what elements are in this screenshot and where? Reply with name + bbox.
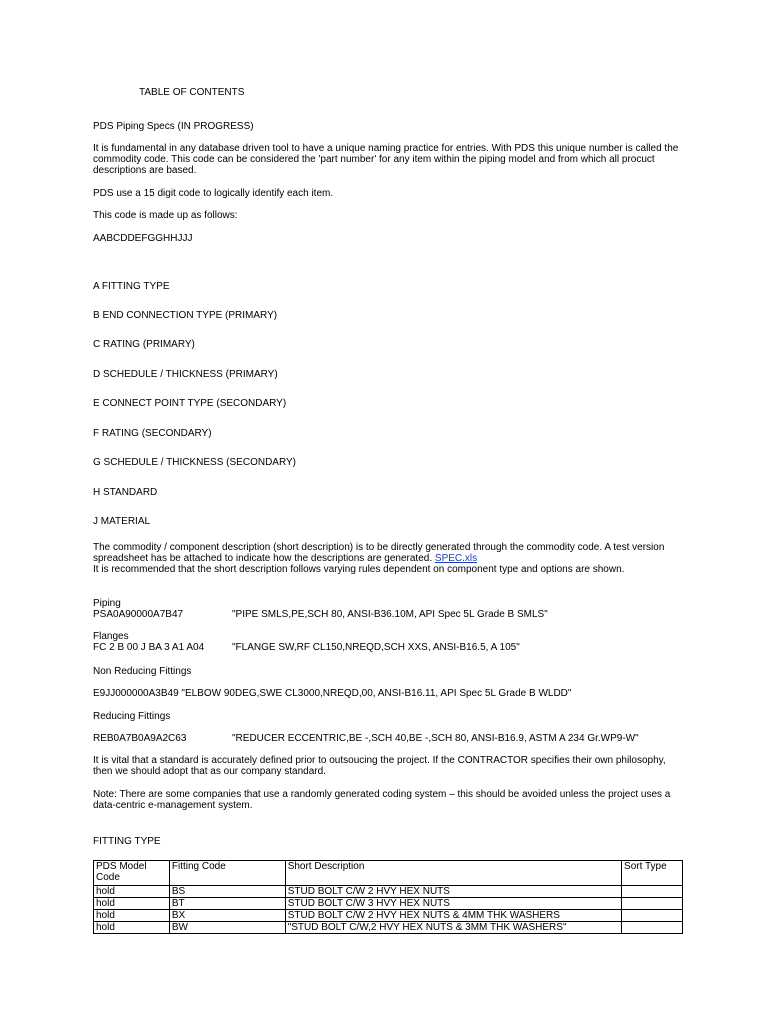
table-header-row [94,861,683,886]
description-text: The commodity / component description (short description) is to be directly generated through the commodity code. A test version spreadsheet has be attached to indicate how the descriptions are generated. [93,542,665,564]
flanges-example [93,642,520,653]
spec-xls-link[interactable]: SPEC.xls [434,553,478,564]
cell-model-code: hold [94,910,170,922]
fitting-type-heading: FITTING TYPE [93,836,161,847]
header-sort-type: Sort Type [622,861,683,886]
table-row [94,898,683,910]
cell-fitting-code: BT [169,898,285,910]
code-pattern: AABCDDEFGGHHJJJ [93,233,193,244]
non-reducing-label: Non Reducing Fittings [93,666,192,677]
code-part-c: C RATING (PRIMARY) [93,339,195,350]
vital-paragraph: It is vital that a standard is accurately defined prior to outsoucing the project. If the CONTRACTOR specifies their own philosophy, then we should adopt that as our company standard. [93,755,666,777]
section-title: PDS Piping Specs (IN PROGRESS) [93,121,254,132]
note-paragraph: Note: There are some companies that use a randomly generated coding system – this should be avoided unless the project uses a data-centric e-management system. [93,789,671,811]
piping-description: "PIPE SMLS,PE,SCH 80, ANSI-B36.10M, API Spec 5L Grade B SMLS" [232,609,548,620]
flanges-code: FC 2 B 00 J BA 3 A1 A04 [93,642,205,653]
table-row [94,886,683,898]
digit-code-line: PDS use a 15 digit code to logically identify each item. [93,188,334,199]
cell-fitting-code: BS [169,886,285,898]
cell-sort-type [622,886,683,898]
flanges-label: Flanges [93,631,129,642]
cell-model-code: hold [94,886,170,898]
code-part-g: G SCHEDULE / THICKNESS (SECONDARY) [93,457,297,468]
cell-sort-type [622,898,683,910]
code-part-j: J MATERIAL [93,516,151,527]
code-part-f: F RATING (SECONDARY) [93,428,212,439]
cell-short-description: STUD BOLT C/W 2 HVY HEX NUTS & 4MM THK WASHERS [285,910,621,922]
cell-short-description: "STUD BOLT C/W,2 HVY HEX NUTS & 3MM THK WASHERS" [285,922,621,934]
cell-fitting-code: BX [169,910,285,922]
code-part-d: D SCHEDULE / THICKNESS (PRIMARY) [93,369,278,380]
table-row [94,922,683,934]
cell-sort-type [622,910,683,922]
cell-sort-type [622,922,683,934]
reducing-code: REB0A7B0A9A2C63 [93,733,187,744]
description-paragraph [93,542,681,564]
code-part-a: A FITTING TYPE [93,281,170,292]
cell-model-code: hold [94,898,170,910]
header-fitting-code: Fitting Code [169,861,285,886]
recommend-paragraph: It is recommended that the short description follows varying rules dependent on component type and options are shown. [93,564,625,575]
intro-paragraph: It is fundamental in any database driven tool to have a unique naming practice for entries. With PDS this unique number is called the commodity code. This code can be considered the 'part number' for any item within the piping model and from which all procuct descriptions are based. [93,143,679,176]
code-part-h: H STANDARD [93,487,158,498]
reducing-label: Reducing Fittings [93,711,171,722]
reducing-example [93,733,639,744]
piping-label: Piping [93,598,121,609]
flanges-description: "FLANGE SW,RF CL150,NREQD,SCH XXS, ANSI-B16.5, A 105" [232,642,520,653]
cell-short-description: STUD BOLT C/W 2 HVY HEX NUTS [285,886,621,898]
reducing-description: "REDUCER ECCENTRIC,BE -,SCH 40,BE -,SCH 80, ANSI-B16.9, ASTM A 234 Gr.WP9-W" [232,733,639,744]
fitting-type-table [93,860,683,934]
code-part-e: E CONNECT POINT TYPE (SECONDARY) [93,398,287,409]
cell-model-code: hold [94,922,170,934]
non-reducing-example: E9JJ000000A3B49 "ELBOW 90DEG,SWE CL3000,NREQD,00, ANSI-B16.11, API Spec 5L Grade B WLDD" [93,688,572,699]
header-short-description: Short Description [285,861,621,886]
toc-heading: TABLE OF CONTENTS [139,87,245,98]
cell-short-description: STUD BOLT C/W 3 HVY HEX NUTS [285,898,621,910]
header-pds-model-code: PDS Model Code [94,861,170,886]
table-row [94,910,683,922]
piping-example [93,609,548,620]
piping-code: PSA0A90000A7B47 [93,609,184,620]
code-part-b: B END CONNECTION TYPE (PRIMARY) [93,310,278,321]
made-up-line: This code is made up as follows: [93,210,238,221]
cell-fitting-code: BW [169,922,285,934]
